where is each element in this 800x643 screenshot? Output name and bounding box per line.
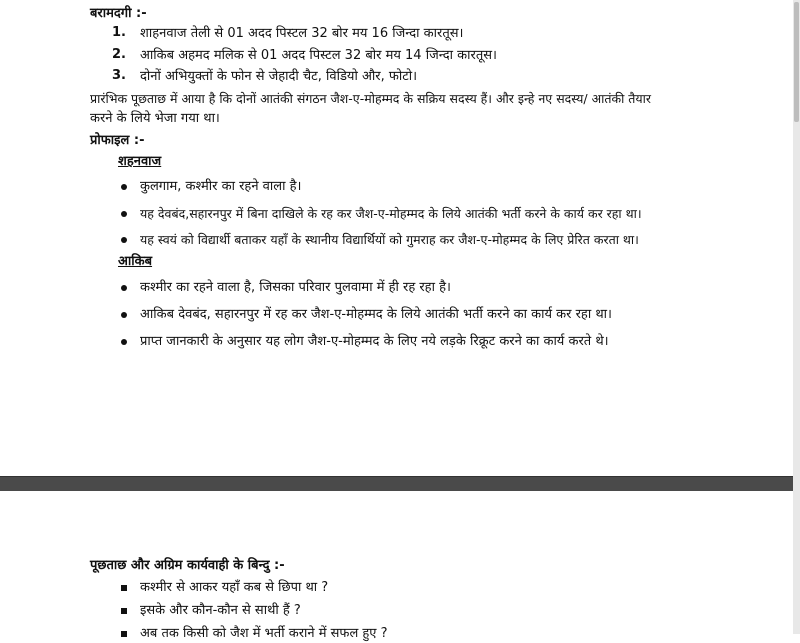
summary-paragraph-line: करने के लिये भेजा गया था। <box>90 111 220 126</box>
question-item: इसके और कौन-कौन से साथी हैं ? <box>140 603 301 618</box>
recovery-item: दोनों अभियुक्तों के फोन से जेहादी चैट, विडियो और, फोटो। <box>140 69 418 84</box>
bullet-icon <box>121 312 127 318</box>
recovery-heading: बरामदगी :- <box>90 6 147 21</box>
document-page-2 <box>0 491 800 641</box>
question-item: अब तक किसी को जैश में भर्ती कराने में सफल हुए ? <box>140 626 388 641</box>
profile-item: यह देवबंद,सहारनपुर में बिना दाखिले के रह कर जैश-ए-मोहम्मद के लिये आतंकी भर्ती करने के कार्य कर रहा था। <box>140 206 642 221</box>
bullet-icon <box>121 211 127 217</box>
scrollbar-thumb[interactable] <box>794 2 799 122</box>
profile-name-aaqib: आकिब <box>118 254 153 269</box>
profile-heading: प्रोफाइल :- <box>90 133 145 148</box>
profile-item: आकिब देवबंद, सहारनपुर में रह कर जैश-ए-मोहम्मद के लिये आतंकी भर्ती करने का कार्य कर रहा था। <box>140 307 612 322</box>
profile-name-shahnawaz: शहनवाज <box>118 154 162 169</box>
recovery-item-number: 3. <box>112 68 126 83</box>
square-bullet-icon <box>121 631 127 637</box>
questions-heading: पूछताछ और अग्रिम कार्यवाही के बिन्दु :- <box>90 558 285 573</box>
page-separator <box>0 476 800 492</box>
bullet-icon <box>121 237 127 243</box>
profile-item: कश्मीर का रहने वाला है, जिसका परिवार पुलवामा में ही रह रहा है। <box>140 280 451 295</box>
square-bullet-icon <box>121 608 127 614</box>
vertical-scrollbar[interactable] <box>793 0 800 634</box>
bullet-icon <box>121 184 127 190</box>
question-item: कश्मीर से आकर यहाँ कब से छिपा था ? <box>140 580 329 595</box>
profile-item: कुलगाम, कश्मीर का रहने वाला है। <box>140 179 302 194</box>
profile-item: प्राप्त जानकारी के अनुसार यह लोग जैश-ए-मोहम्मद के लिए नये लड़के रिक्रूट करने का कार्य करते थे। <box>140 334 609 349</box>
profile-item: यह स्वयं को विद्यार्थी बताकर यहाँ के स्थानीय विद्यार्थियों को गुमराह कर जैश-ए-मोहम्मद के लिए प्रेरित करता था। <box>140 232 639 247</box>
square-bullet-icon <box>121 585 127 591</box>
bullet-icon <box>121 285 127 291</box>
recovery-item-number: 1. <box>112 25 126 40</box>
recovery-item: आकिब अहमद मलिक से 01 अदद पिस्टल 32 बोर मय 14 जिन्दा कारतूस। <box>140 48 497 63</box>
summary-paragraph-line: प्रारंभिक पूछताछ में आया है कि दोनों आतंकी संगठन जैश-ए-मोहम्मद के सक्रिय सदस्य हैं। और इन्हे नए सदस्य/ आतंकी तैयार <box>90 91 652 106</box>
bullet-icon <box>121 339 127 345</box>
recovery-item: शाहनवाज तेली से 01 अदद पिस्टल 32 बोर मय 16 जिन्दा कारतूस। <box>140 26 464 41</box>
recovery-item-number: 2. <box>112 47 126 62</box>
